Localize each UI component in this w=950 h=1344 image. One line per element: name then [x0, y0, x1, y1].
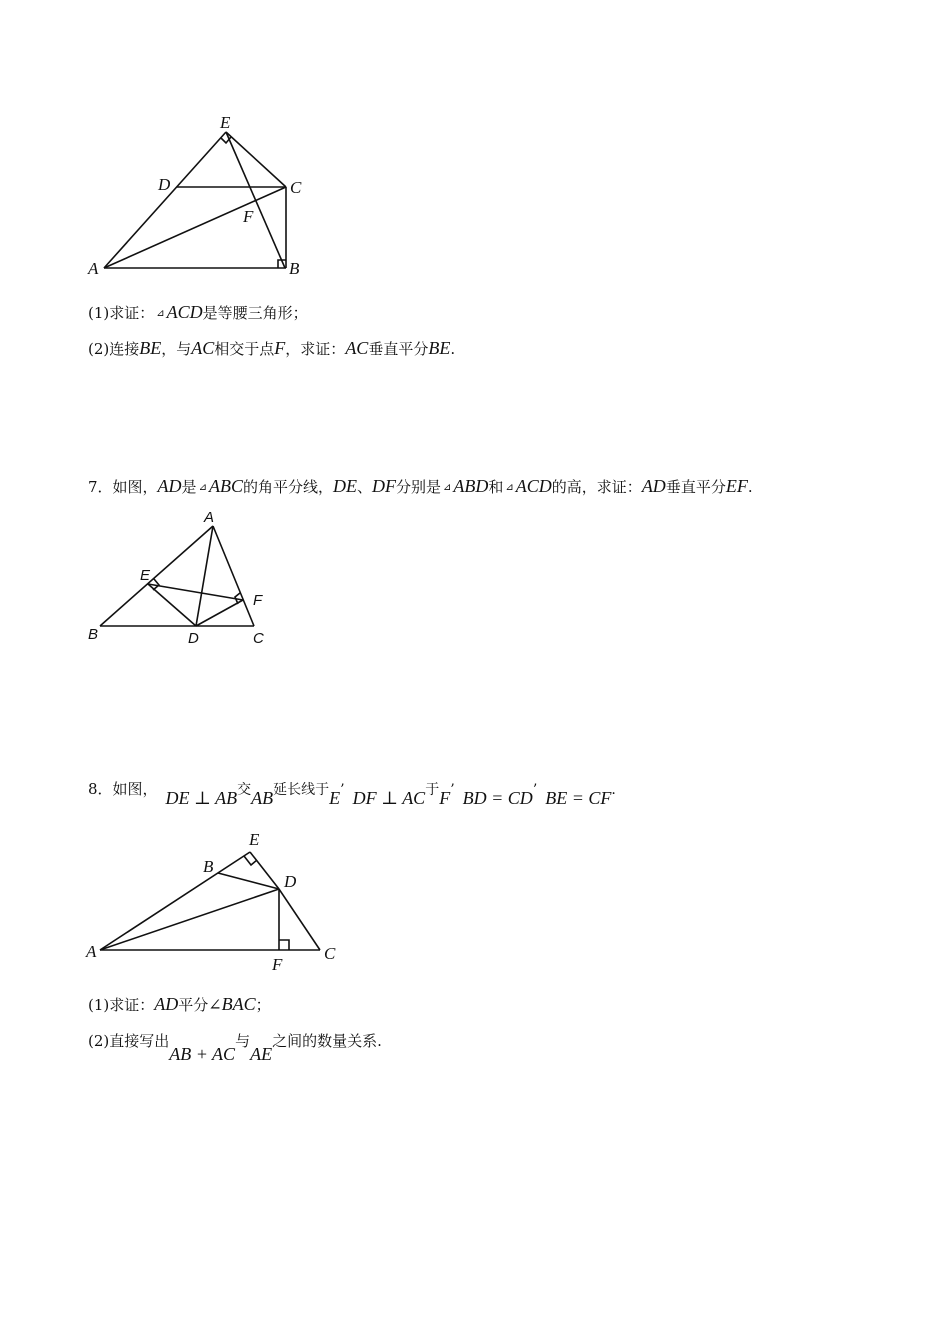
- label-D: D: [284, 872, 297, 891]
- label-E: E: [249, 830, 260, 849]
- label-B: B: [88, 626, 99, 643]
- label-D: D: [188, 630, 199, 647]
- label-F: F: [253, 592, 263, 609]
- seg-AE: [100, 852, 250, 950]
- q6-part1: (1)求证： ⊿ ACD是等腰三角形；: [88, 302, 308, 322]
- seg-EF: [148, 584, 243, 600]
- figure-trapezoid: [80, 110, 320, 285]
- seg-ED: [250, 852, 279, 889]
- label-C: C: [253, 630, 264, 647]
- label-E: E: [140, 567, 151, 584]
- seg-BA: [100, 526, 213, 626]
- seg-AD: [196, 526, 213, 626]
- label-B: B: [203, 857, 214, 876]
- label-A: A: [86, 942, 97, 961]
- seg-AC: [104, 187, 286, 268]
- seg-AE: [104, 132, 226, 268]
- label-C: C: [324, 944, 336, 963]
- label-B: B: [289, 259, 300, 278]
- label-F: F: [272, 955, 283, 974]
- seg-BD: [218, 873, 279, 889]
- q8-part1: (1)求证：AD平分∠BAC；: [88, 994, 271, 1014]
- q8-text: 8．如图， DE ⊥ AB交AB延长线于E’ DF ⊥ AC于F’ BD = CD’ BE = CF.: [88, 780, 616, 808]
- seg-EB: [226, 132, 285, 268]
- q8-part2: (2)直接写出AB + AC与AE之间的数量关系.: [88, 1032, 382, 1064]
- right-angle-E: [221, 137, 231, 143]
- figure-triangle-abc: [80, 825, 350, 975]
- seg-DC: [279, 889, 320, 950]
- right-angle-F: [279, 940, 289, 950]
- q6-part2: (2)连接BE，与AC相交于点F，求证：AC垂直平分BE.: [88, 338, 456, 358]
- label-C: C: [290, 178, 302, 197]
- label-D: D: [158, 175, 171, 194]
- label-A: A: [204, 509, 215, 526]
- seg-AD: [100, 889, 279, 950]
- figure-angle-bisector: [80, 505, 280, 650]
- seg-FD: [196, 600, 243, 626]
- label-A: A: [88, 259, 99, 278]
- q7-text: 7．如图，AD是 ⊿ ABC的角平分线，DE、DF分别是 ⊿ ABD和 ⊿ ACD的高，求证：AD垂直平分EF.: [88, 476, 753, 496]
- label-E: E: [220, 113, 231, 132]
- seg-EC: [226, 132, 286, 187]
- label-F: F: [243, 207, 254, 226]
- seg-AC: [213, 526, 254, 626]
